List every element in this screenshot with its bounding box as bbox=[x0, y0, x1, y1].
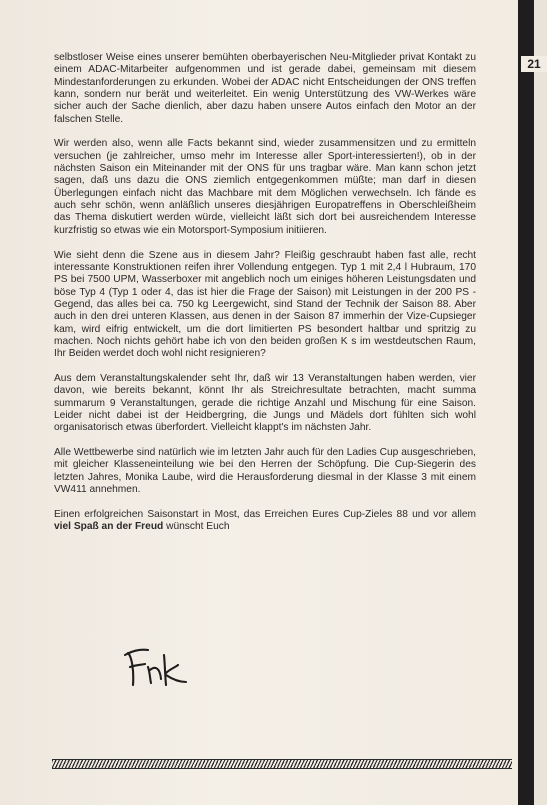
closing-text-emphasis: viel Spaß an der Freud bbox=[54, 521, 164, 533]
closing-text-end: wünscht Euch bbox=[163, 521, 230, 533]
page-edge-bar bbox=[518, 0, 534, 805]
handwritten-signature bbox=[120, 645, 190, 691]
paragraph-4-text: Aus dem Veranstaltungskalender seht Ihr, daß wir 13 Veranstaltungen haben werden, vier davon, wie bereits bekannt, könnt Ihr als Streichresultate betrachten, macht summa summarum 9 Veranstaltungen, gerade die richtige Anzahl und Mischung für eine Saison. Leider nicht dabei ist der Heidbergring, die Jungs und Mädels dort fühlten sich wohl organisatorisch etwas überfordert. Vielleicht klappt's im nächsten Jahr. bbox=[54, 372, 476, 434]
closing-text-start: Einen erfolgreichen Saisonstart in Most, das Erreichen Eures Cup-Zieles 88 und vor allem bbox=[54, 508, 476, 520]
closing-paragraph bbox=[54, 509, 476, 534]
page-edge-margin bbox=[534, 0, 547, 805]
paragraph-5-text: Alle Wettbewerbe sind natürlich wie im letzten Jahr auch für den Ladies Cup ausgeschrieben, mit gleicher Klasseneinteilung wie bei den Herren der Schöpfung. Die Cup-Siegerin des letzten Jahres, Monika Laube, wird die Herausforderung diesmal in der Klasse 3 mit einem VW411 annehmen. bbox=[54, 447, 476, 496]
paragraph-2 bbox=[54, 138, 476, 237]
paragraph-3-text: Wie sieht denn die Szene aus in diesem Jahr? Fleißig geschraubt haben fast alle, recht interessante Konstruktionen reifen ihrer Vollendung entgegen. Typ 1 mit 2,4 l Hubraum, 170 PS bei 7500 UPM, Wasserboxer mit angeblich noch um einiges höheren Leistungsdaten und böse Typ 4 (Typ 1 oder 4, das ist hier die Frage der Saison) mit Leistungen in der 200 PS -Gegend, das alles bei ca. 750 kg Leergewicht, sind Stand der Technik der Saison 88. Aber auch in den drei unteren Klassen, aus denen in der Saison 87 immerhin der Vize-Cupsieger kam, wird eifrig entwickelt, um die dort limitierten PS besondert haltbar und spritzig zu machen. Noch nichts gehört habe ich von den beiden großen K s im westdeutschen Raum, Ihr Beiden werdet doch wohl nicht resignieren? bbox=[54, 249, 476, 360]
paragraph-2-text: Wir werden also, wenn alle Facts bekannt sind, wieder zusammensitzen und zu ermitteln versuchen (je zahlreicher, umso mehr im Interesse aller Sport-interessierten!), ob in der nächsten Saison ein Miteinander mit der ONS für uns tragbar wäre. Man kann schon jetzt sagen, daß uns dazu die ONS ziemlich entgegenkommen müßte; man darf in diesen Überlegungen einfach nicht das Machbare mit dem Möglichen verwechseln. Ich fände es auch sehr schön, wenn anläßlich unseres diesjährigen Europatreffens in Oberschleißheim das Thema diskutiert werden würde, vielleicht läßt sich dort bei ausreichendem Interesse kurzfristig so etwas wie ein Motorsport-Symposium initiieren. bbox=[54, 138, 476, 236]
paragraph-5 bbox=[54, 447, 476, 496]
paragraph-1-text: selbstloser Weise eines unserer bemühten oberbayerischen Neu-Mitglieder privat Kontakt zu einem ADAC-Mitarbeiter aufgenommen und ist gerade dabei, gemeinsam mit diesem Mindestanforderungen zu erkunden. Wobei der ADAC nicht Entscheidungen der ONS treffen kann, sondern nur berät und weiterleitet. Ein wenig Unterstützung des VW-Werkes wäre sicher auch der Sache dienlich, aber dazu haben unsere Autos einfach den Motor an der falschen Stelle. bbox=[54, 52, 476, 125]
footer-hatched-rule bbox=[52, 759, 512, 769]
paragraph-3 bbox=[54, 250, 476, 361]
paragraph-4 bbox=[54, 373, 476, 435]
page-number: 21 bbox=[521, 56, 547, 72]
paragraph-1 bbox=[54, 52, 476, 126]
article-body bbox=[54, 52, 476, 546]
